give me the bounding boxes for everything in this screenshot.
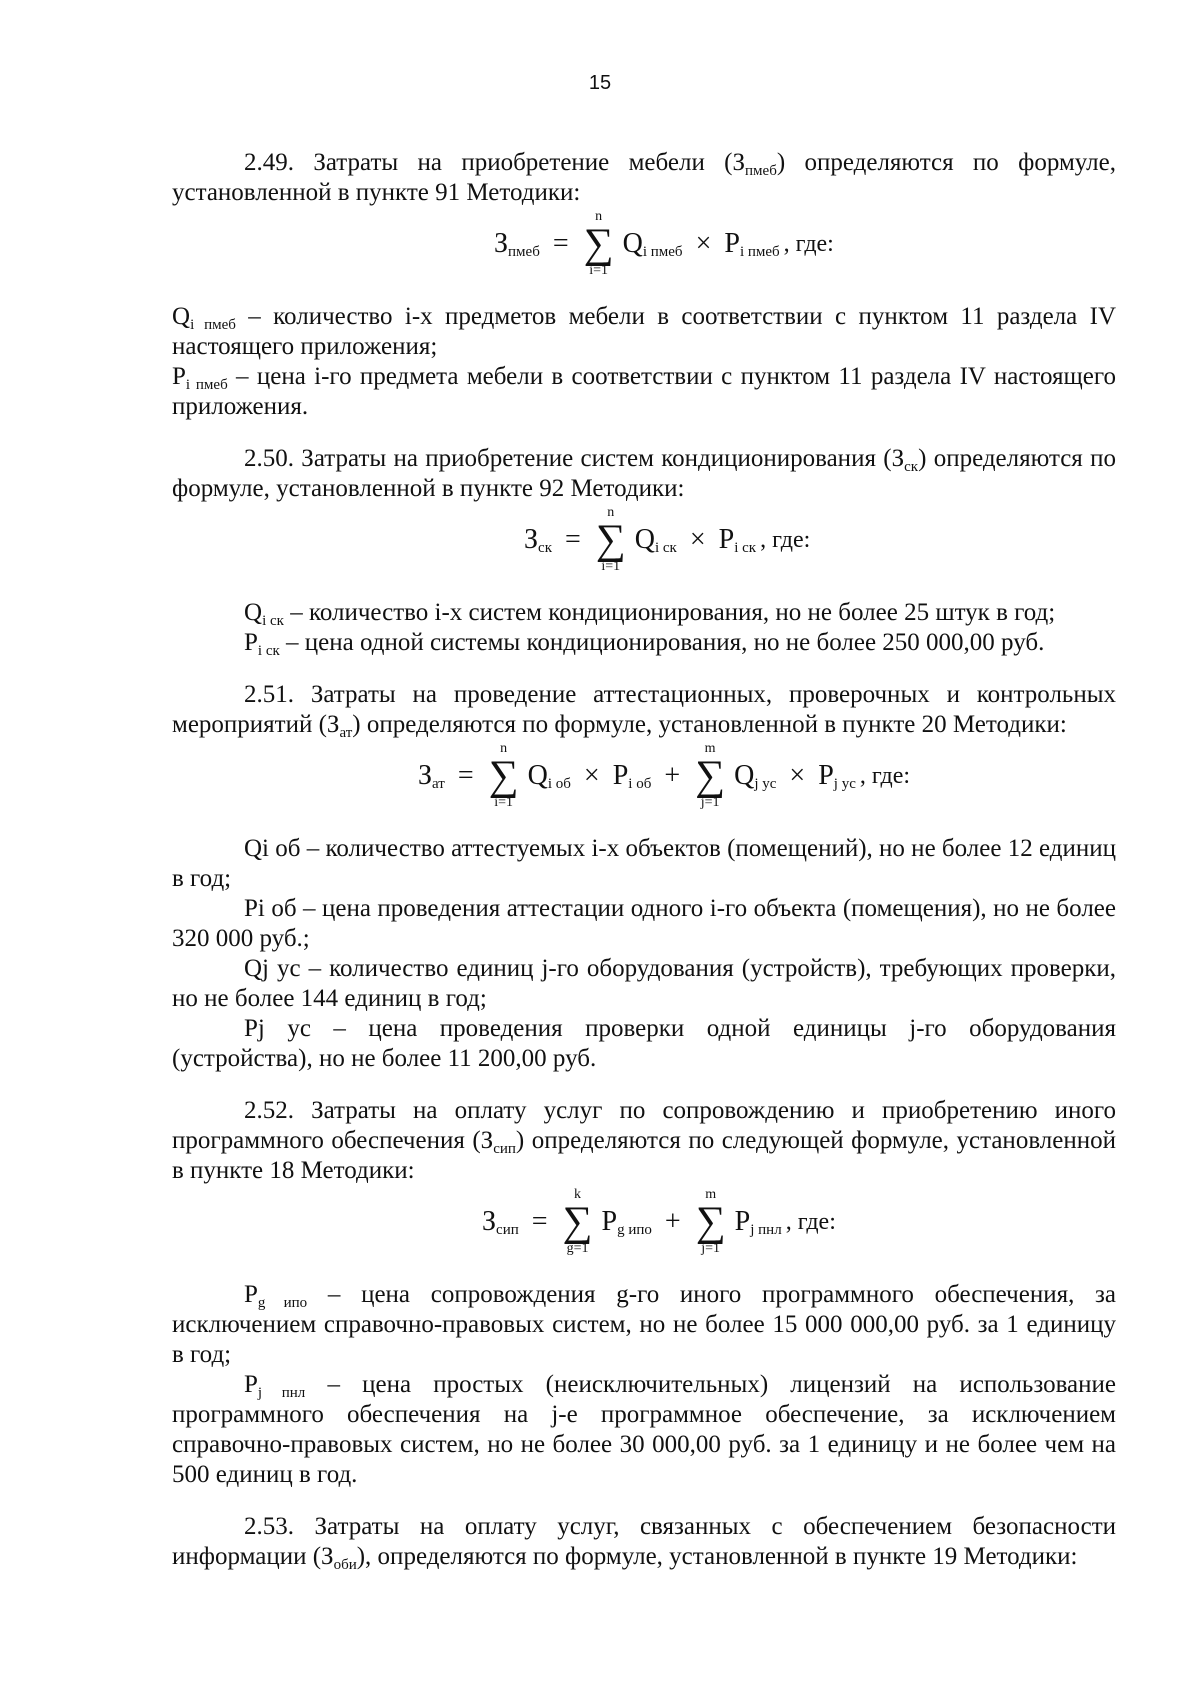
formula-lhs-sub: ск <box>538 540 552 557</box>
definition-p-pmeb <box>172 362 1116 422</box>
formula-lhs: З <box>524 524 539 555</box>
sum-upper: m <box>704 741 716 756</box>
symbol: P <box>244 1371 258 1398</box>
formula-lhs: З <box>494 228 509 259</box>
subscript: ат <box>339 725 353 741</box>
sum-lower: j=1 <box>700 795 720 810</box>
formula-q: Q <box>734 760 755 791</box>
sum-upper: k <box>574 1187 582 1202</box>
formula-2-50 <box>172 506 1116 592</box>
text: – цена простых (неисключительных) лицензий на использование программного обеспечения на j-е программное обеспечение, за исключением справочно-правовых систем, но не более 30 000,00 руб. за 1 единицу и не более чем на 500 единиц в год. <box>172 1371 1116 1488</box>
subscript: ск <box>904 459 919 475</box>
formula-p: P <box>718 524 735 555</box>
formula-tail: , где: <box>783 231 834 257</box>
symbol: Q <box>244 599 263 626</box>
formula-q: Q <box>634 524 655 555</box>
sum-lower: j=1 <box>701 1241 721 1256</box>
formula-p-sub: j ус <box>833 776 856 793</box>
times-sign: × <box>789 760 806 791</box>
paragraph-2-51 <box>172 680 1116 740</box>
text: ) определяются по формуле, установленной в пункте 20 Методики: <box>352 711 1067 738</box>
text: 2.49. Затраты на приобретение мебели (З <box>244 149 746 176</box>
subscript: оби <box>333 1557 357 1573</box>
formula-p-sub: g ипо <box>617 1222 652 1239</box>
subscript: i пмеб <box>190 317 236 333</box>
text: ) определяются по формуле, установленной в пункте 92 Методики: <box>172 445 1116 502</box>
formula-lhs-sub: ат <box>432 776 445 793</box>
formula-2-49 <box>172 210 1116 296</box>
sum-lower: i=1 <box>589 263 609 278</box>
times-sign: × <box>583 760 600 791</box>
sum-lower: i=1 <box>494 795 514 810</box>
sum-upper: n <box>595 209 603 224</box>
subscript: g ипо <box>257 1295 308 1311</box>
text: ), определяются по формуле, установленной в пункте 19 Методики: <box>356 1543 1078 1570</box>
text: – количество i-х предметов мебели в соответствии с пунктом 11 раздела IV настоящего приложения; <box>172 303 1116 360</box>
formula-q: Q <box>622 228 643 259</box>
formula-2-52 <box>172 1188 1116 1274</box>
document-body <box>172 148 1116 1572</box>
definition-pj-us: Pj ус – цена проведения проверки одной единицы j-го оборудования (устройства), но не более 11 200,00 руб. <box>172 1015 1116 1072</box>
definition-p-sk <box>172 628 1116 658</box>
subscript: i пмеб <box>185 377 228 393</box>
formula-p: P <box>612 760 629 791</box>
equals-sign: = <box>552 228 569 259</box>
formula-lhs-sub: сип <box>496 1222 519 1239</box>
text: 2.50. Затраты на приобретение систем кондиционирования (З <box>244 445 905 472</box>
sum-sign: n ∑ i=1 <box>583 209 614 278</box>
subscript: i ск <box>262 613 284 629</box>
text: – цена одной системы кондиционирования, но не более 250 000,00 руб. <box>279 629 1045 656</box>
formula-tail: , где: <box>760 527 811 553</box>
sum-sign: n ∑ i=1 <box>595 505 626 574</box>
text: 2.52. Затраты на оплату услуг по сопровождению и приобретению иного программного обеспечения (З <box>172 1097 1116 1154</box>
formula-p: P <box>724 228 740 259</box>
symbol: P <box>244 629 258 656</box>
formula-tail: , где: <box>785 1209 836 1235</box>
sum-upper: n <box>607 505 615 520</box>
formula-p: P <box>601 1206 618 1237</box>
equals-sign: = <box>457 760 474 791</box>
text: – цена сопровождения g-го иного программного обеспечения, за исключением справочно-правовых систем, но не более 15 000 000,00 руб. за 1 единицу в год; <box>172 1281 1116 1368</box>
formula-q: Q <box>527 760 548 791</box>
paragraph-2-52 <box>172 1096 1116 1186</box>
sum-upper: m <box>705 1187 717 1202</box>
formula-2-51 <box>172 742 1116 828</box>
text: 2.53. Затраты на оплату услуг, связанных с обеспечением безопасности информации (З <box>172 1513 1116 1570</box>
definition-qi-ob: Qi об – количество аттестуемых i-х объектов (помещений), но не более 12 единиц в год; <box>172 835 1116 892</box>
symbol: Q <box>172 303 191 330</box>
sum-lower: i=1 <box>601 559 621 574</box>
text: – количество i-х систем кондиционирования, но не более 25 штук в год; <box>283 599 1056 626</box>
formula-p-sub: i пмеб <box>739 244 780 261</box>
definition-q-sk <box>172 598 1116 628</box>
paragraph-2-50 <box>172 444 1116 504</box>
text: – цена i-го предмета мебели в соответствии с пунктом 11 раздела IV настоящего приложения. <box>172 363 1116 420</box>
formula-lhs: З <box>482 1206 497 1237</box>
formula-q-sub: i об <box>547 776 571 793</box>
equals-sign: = <box>564 524 581 555</box>
sum-sign: k ∑ g=1 <box>562 1187 593 1256</box>
text: ) определяются по следующей формуле, установленной в пункте 18 Методики: <box>172 1127 1116 1184</box>
formula-lhs-sub: пмеб <box>508 244 540 261</box>
subscript: i ск <box>257 643 280 659</box>
text: ) определяются по формуле, установленной в пункте 91 Методики: <box>172 149 1116 206</box>
sum-sign: m ∑ j=1 <box>695 1187 726 1256</box>
sum-sign: m ∑ j=1 <box>695 741 726 810</box>
formula-p-sub: i ск <box>734 540 757 557</box>
times-sign: × <box>689 524 706 555</box>
definition-pg-ipo <box>172 1280 1116 1370</box>
formula-q-sub: j ус <box>754 776 777 793</box>
paragraph-2-53 <box>172 1512 1116 1572</box>
subscript: пмеб <box>745 163 777 179</box>
formula-q-sub: i ск <box>654 540 677 557</box>
text: 2.51. Затраты на проведение аттестационных, проверочных и контрольных мероприятий (З <box>172 681 1116 738</box>
sum-sign: n ∑ i=1 <box>488 741 519 810</box>
sum-lower: g=1 <box>566 1241 589 1256</box>
sum-upper: n <box>500 741 508 756</box>
formula-lhs: З <box>418 760 433 791</box>
page-number: 15 <box>588 72 612 94</box>
formula-tail: , где: <box>859 763 911 789</box>
symbol: P <box>244 1281 258 1308</box>
formula-q-sub: i пмеб <box>642 244 683 261</box>
formula-p-sub: i об <box>628 776 652 793</box>
formula-p: P <box>818 760 834 791</box>
plus-sign: + <box>664 1206 681 1237</box>
symbol: P <box>172 363 186 390</box>
definition-q-pmeb <box>172 302 1116 362</box>
definition-pi-ob: Pi об – цена проведения аттестации одного i-го объекта (помещения), но не более 320 000 руб.; <box>172 895 1116 952</box>
definition-qj-us: Qj ус – количество единиц j-го оборудования (устройств), требующих проверки, но не более 144 единиц в год; <box>172 955 1116 1012</box>
times-sign: × <box>695 228 712 259</box>
formula-p-sub: j пнл <box>750 1222 782 1239</box>
subscript: j пнл <box>257 1385 306 1401</box>
formula-p: P <box>734 1206 751 1237</box>
subscript: сип <box>493 1141 516 1157</box>
plus-sign: + <box>664 760 681 791</box>
paragraph-2-49 <box>172 148 1116 208</box>
equals-sign: = <box>531 1206 548 1237</box>
definition-pj-pnl <box>172 1370 1116 1490</box>
